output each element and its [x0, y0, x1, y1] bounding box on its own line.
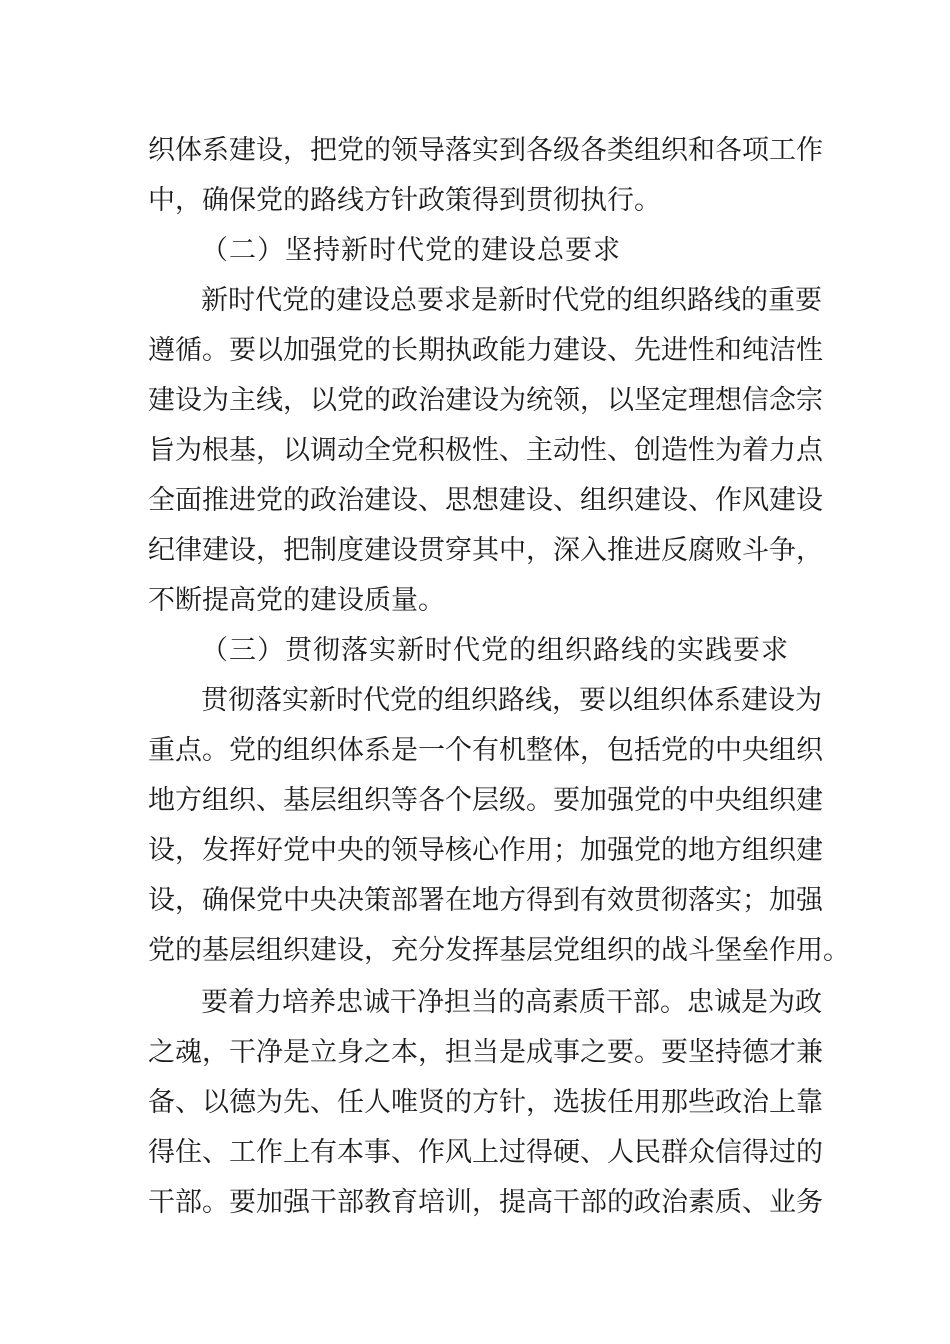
paragraph-line: 党的基层组织建设，充分发挥基层党组织的战斗堡垒作用。: [148, 935, 850, 966]
paragraph-line: 之魂，干净是立身之本，担当是成事之要。要坚持德才兼: [148, 1037, 823, 1068]
paragraph-line: 设，发挥好党中央的领导核心作用；加强党的地方组织建: [148, 835, 823, 866]
paragraph-line: 要着力培养忠诚干净担当的高素质干部。忠诚是为政: [201, 987, 822, 1018]
section-heading-3: （三）贯彻落实新时代党的组织路线的实践要求: [201, 635, 789, 666]
paragraph-line: 纪律建设，把制度建设贯穿其中，深入推进反腐败斗争，: [148, 535, 823, 566]
paragraph-line: 设，确保党中央决策部署在地方得到有效贯彻落实；加强: [148, 885, 823, 916]
paragraph-line: 地方组织、基层组织等各个层级。要加强党的中央组织建: [148, 785, 823, 816]
section-heading-2: （二）坚持新时代党的建设总要求: [201, 235, 621, 266]
paragraph-line: 中，确保党的路线方针政策得到贯彻执行。: [148, 185, 661, 216]
paragraph-line: 全面推进党的政治建设、思想建设、组织建设、作风建设: [148, 485, 823, 516]
paragraph-line: 新时代党的建设总要求是新时代党的组织路线的重要: [201, 285, 822, 316]
paragraph-line: 旨为根基，以调动全党积极性、主动性、创造性为着力点: [148, 435, 823, 466]
paragraph-line: 干部。要加强干部教育培训，提高干部的政治素质、业务: [148, 1187, 823, 1218]
paragraph-line: 重点。党的组织体系是一个有机整体，包括党的中央组织: [148, 735, 823, 766]
paragraph-line: 不断提高党的建设质量。: [148, 585, 445, 616]
paragraph-line: 遵循。要以加强党的长期执政能力建设、先进性和纯洁性: [148, 335, 823, 366]
paragraph-line: 得住、工作上有本事、作风上过得硬、人民群众信得过的: [148, 1137, 823, 1168]
paragraph-line: 贯彻落实新时代党的组织路线，要以组织体系建设为: [201, 685, 822, 716]
paragraph-line: 备、以德为先、任人唯贤的方针，选拔任用那些政治上靠: [148, 1087, 823, 1118]
paragraph-line: 织体系建设，把党的领导落实到各级各类组织和各项工作: [148, 135, 823, 166]
paragraph-line: 建设为主线，以党的政治建设为统领，以坚定理想信念宗: [148, 385, 823, 416]
